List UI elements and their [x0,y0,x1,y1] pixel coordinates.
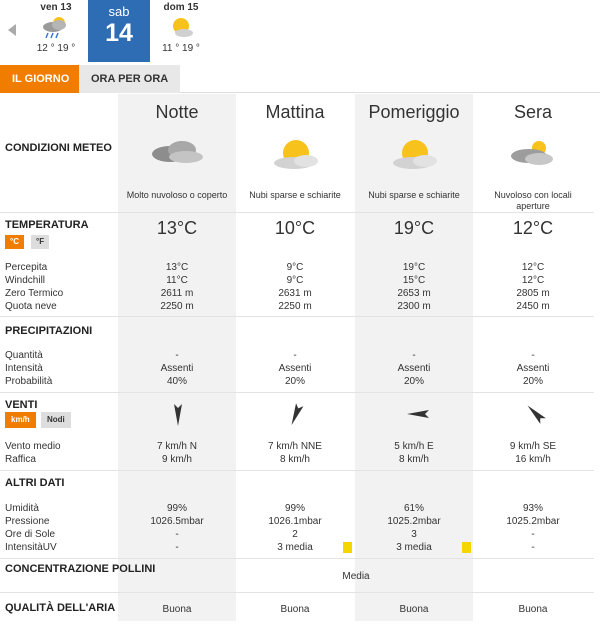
pressure-value: 1026.1mbar [268,516,322,527]
air-quality-value: Buona [280,604,310,615]
wind-direction-arrow-icon [286,400,306,428]
unit-celsius-button[interactable]: °C [5,235,24,249]
tab-hourly[interactable]: ORA PER ORA [79,65,180,93]
day-name: dom 15 [163,2,199,13]
wind-direction-arrow-icon [522,400,550,428]
divider [0,392,594,393]
gust-value: 9 km/h [161,454,192,465]
wind-value: 7 km/h N [156,441,197,452]
section-conditions: CONDIZIONI METEO [5,142,112,154]
divider [0,558,594,559]
section-precipitation: PRECIPITAZIONI [5,325,93,337]
section-wind: VENTI [5,399,38,411]
probability-value: 20% [403,376,424,387]
uv-value: 3 media [277,542,313,553]
gust-value: 8 km/h [398,454,429,465]
perceived-value: 13°C [165,262,189,273]
sun-cloud-icon [164,14,198,40]
period-afternoon: Pomeriggio [368,102,460,122]
windchill-value: 15°C [402,275,426,286]
sun-cloud-icon [387,136,443,172]
condition-text: Molto nuvoloso o coperto [126,190,228,200]
condition-text: Nubi sparse e schiarite [368,190,460,200]
section-air-quality: QUALITÀ DELL'ARIA [5,602,116,614]
section-temperature: TEMPERATURA [5,219,89,231]
humidity-value: 99% [166,503,187,514]
sun-hours-value: - [175,529,179,540]
freezing-value: 2611 m [160,288,194,299]
day-sun[interactable] [150,0,212,62]
day-name: sab [108,4,130,19]
sun-cloud-icon [268,136,324,172]
air-quality-value: Buona [162,604,192,615]
quantity-value: - [412,350,416,361]
day-temps: 11 ° 19 ° [162,43,200,54]
wind-value: 9 km/h SE [509,441,557,452]
probability-value: 20% [522,376,543,387]
label-perceived: Percepita [5,262,48,273]
pressure-value: 1026.5mbar [150,516,204,527]
humidity-value: 61% [403,503,424,514]
uv-level-indicator [343,542,352,553]
pressure-value: 1025.2mbar [387,516,441,527]
uv-value: - [175,542,179,553]
temp-night: 13°C [156,218,198,238]
air-quality-value: Buona [518,604,548,615]
intensity-value: Assenti [397,363,431,374]
label-uv: IntensitàUV [5,542,57,553]
day-sat-active[interactable] [88,0,150,62]
cloud-sun-small-icon [505,136,561,170]
day-name: ven 13 [40,2,72,13]
pressure-value: 1025.2mbar [506,516,560,527]
divider [0,316,594,317]
divider [0,470,594,471]
period-morning: Mattina [265,102,325,122]
label-gust: Raffica [5,454,36,465]
sun-hours-value: - [531,529,535,540]
unit-knots-button[interactable]: Nodi [41,412,71,428]
rain-cloud-sun-icon [39,14,73,40]
uv-level-indicator [462,542,471,553]
label-snow: Quota neve [5,301,57,312]
snow-value: 2300 m [397,301,431,312]
label-windchill: Windchill [5,275,46,286]
sun-hours-value: 3 [411,529,417,540]
humidity-value: 93% [522,503,543,514]
wind-direction-arrow-icon [405,400,433,428]
day-fri[interactable] [25,0,87,62]
intensity-value: Assenti [160,363,194,374]
freezing-value: 2805 m [516,288,550,299]
snow-value: 2250 m [160,301,194,312]
period-night: Notte [155,102,199,122]
divider [0,212,594,213]
gust-value: 16 km/h [515,454,551,465]
condition-text: Nubi sparse e schiarite [249,190,341,200]
overcast-cloud-icon [150,136,206,168]
wind-value: 5 km/h E [394,441,434,452]
perceived-value: 19°C [402,262,426,273]
view-tabs [0,65,600,93]
intensity-value: Assenti [278,363,312,374]
section-pollen: CONCENTRAZIONE POLLINI [5,563,156,575]
freezing-value: 2653 m [397,288,431,299]
perceived-value: 12°C [521,262,545,273]
intensity-value: Assenti [516,363,550,374]
humidity-value: 99% [284,503,305,514]
day-number: 14 [105,19,133,47]
pollen-value: Media [342,571,370,582]
label-pressure: Pressione [5,516,50,527]
label-quantity: Quantità [5,350,43,361]
unit-fahrenheit-button[interactable]: °F [31,235,49,249]
label-freezing: Zero Termico [5,288,64,299]
label-sun-hours: Ore di Sole [5,529,56,540]
uv-value: 3 media [396,542,432,553]
quantity-value: - [175,350,179,361]
freezing-value: 2631 m [278,288,312,299]
label-humidity: Umidità [5,503,39,514]
divider [0,592,594,593]
wind-direction-arrow-icon [168,400,188,428]
day-temps: 12 ° 19 ° [36,43,76,54]
windchill-value: 11°C [166,275,188,286]
temp-morning: 10°C [274,218,316,238]
snow-value: 2450 m [516,301,550,312]
tab-day[interactable]: IL GIORNO [0,65,81,93]
prev-day-arrow-icon[interactable] [8,24,16,36]
windchill-value: 9°C [286,275,304,286]
label-probability: Probabilità [5,376,53,387]
uv-value: - [531,542,535,553]
label-intensity: Intensità [5,363,43,374]
snow-value: 2250 m [278,301,312,312]
quantity-value: - [293,350,297,361]
temp-evening: 12°C [512,218,554,238]
unit-kmh-button[interactable]: km/h [5,412,36,428]
label-wind-avg: Vento medio [5,441,61,452]
condition-text: Nuvoloso con locali aperture [494,190,572,211]
day-selector [0,0,600,62]
quantity-value: - [531,350,535,361]
gust-value: 8 km/h [279,454,310,465]
perceived-value: 9°C [286,262,304,273]
period-evening: Sera [513,102,553,122]
probability-value: 20% [284,376,305,387]
air-quality-value: Buona [399,604,429,615]
wind-value: 7 km/h NNE [268,441,322,452]
temp-afternoon: 19°C [393,218,435,238]
windchill-value: 12°C [521,275,545,286]
probability-value: 40% [166,376,187,387]
sun-hours-value: 2 [292,529,298,540]
section-other: ALTRI DATI [5,477,65,489]
